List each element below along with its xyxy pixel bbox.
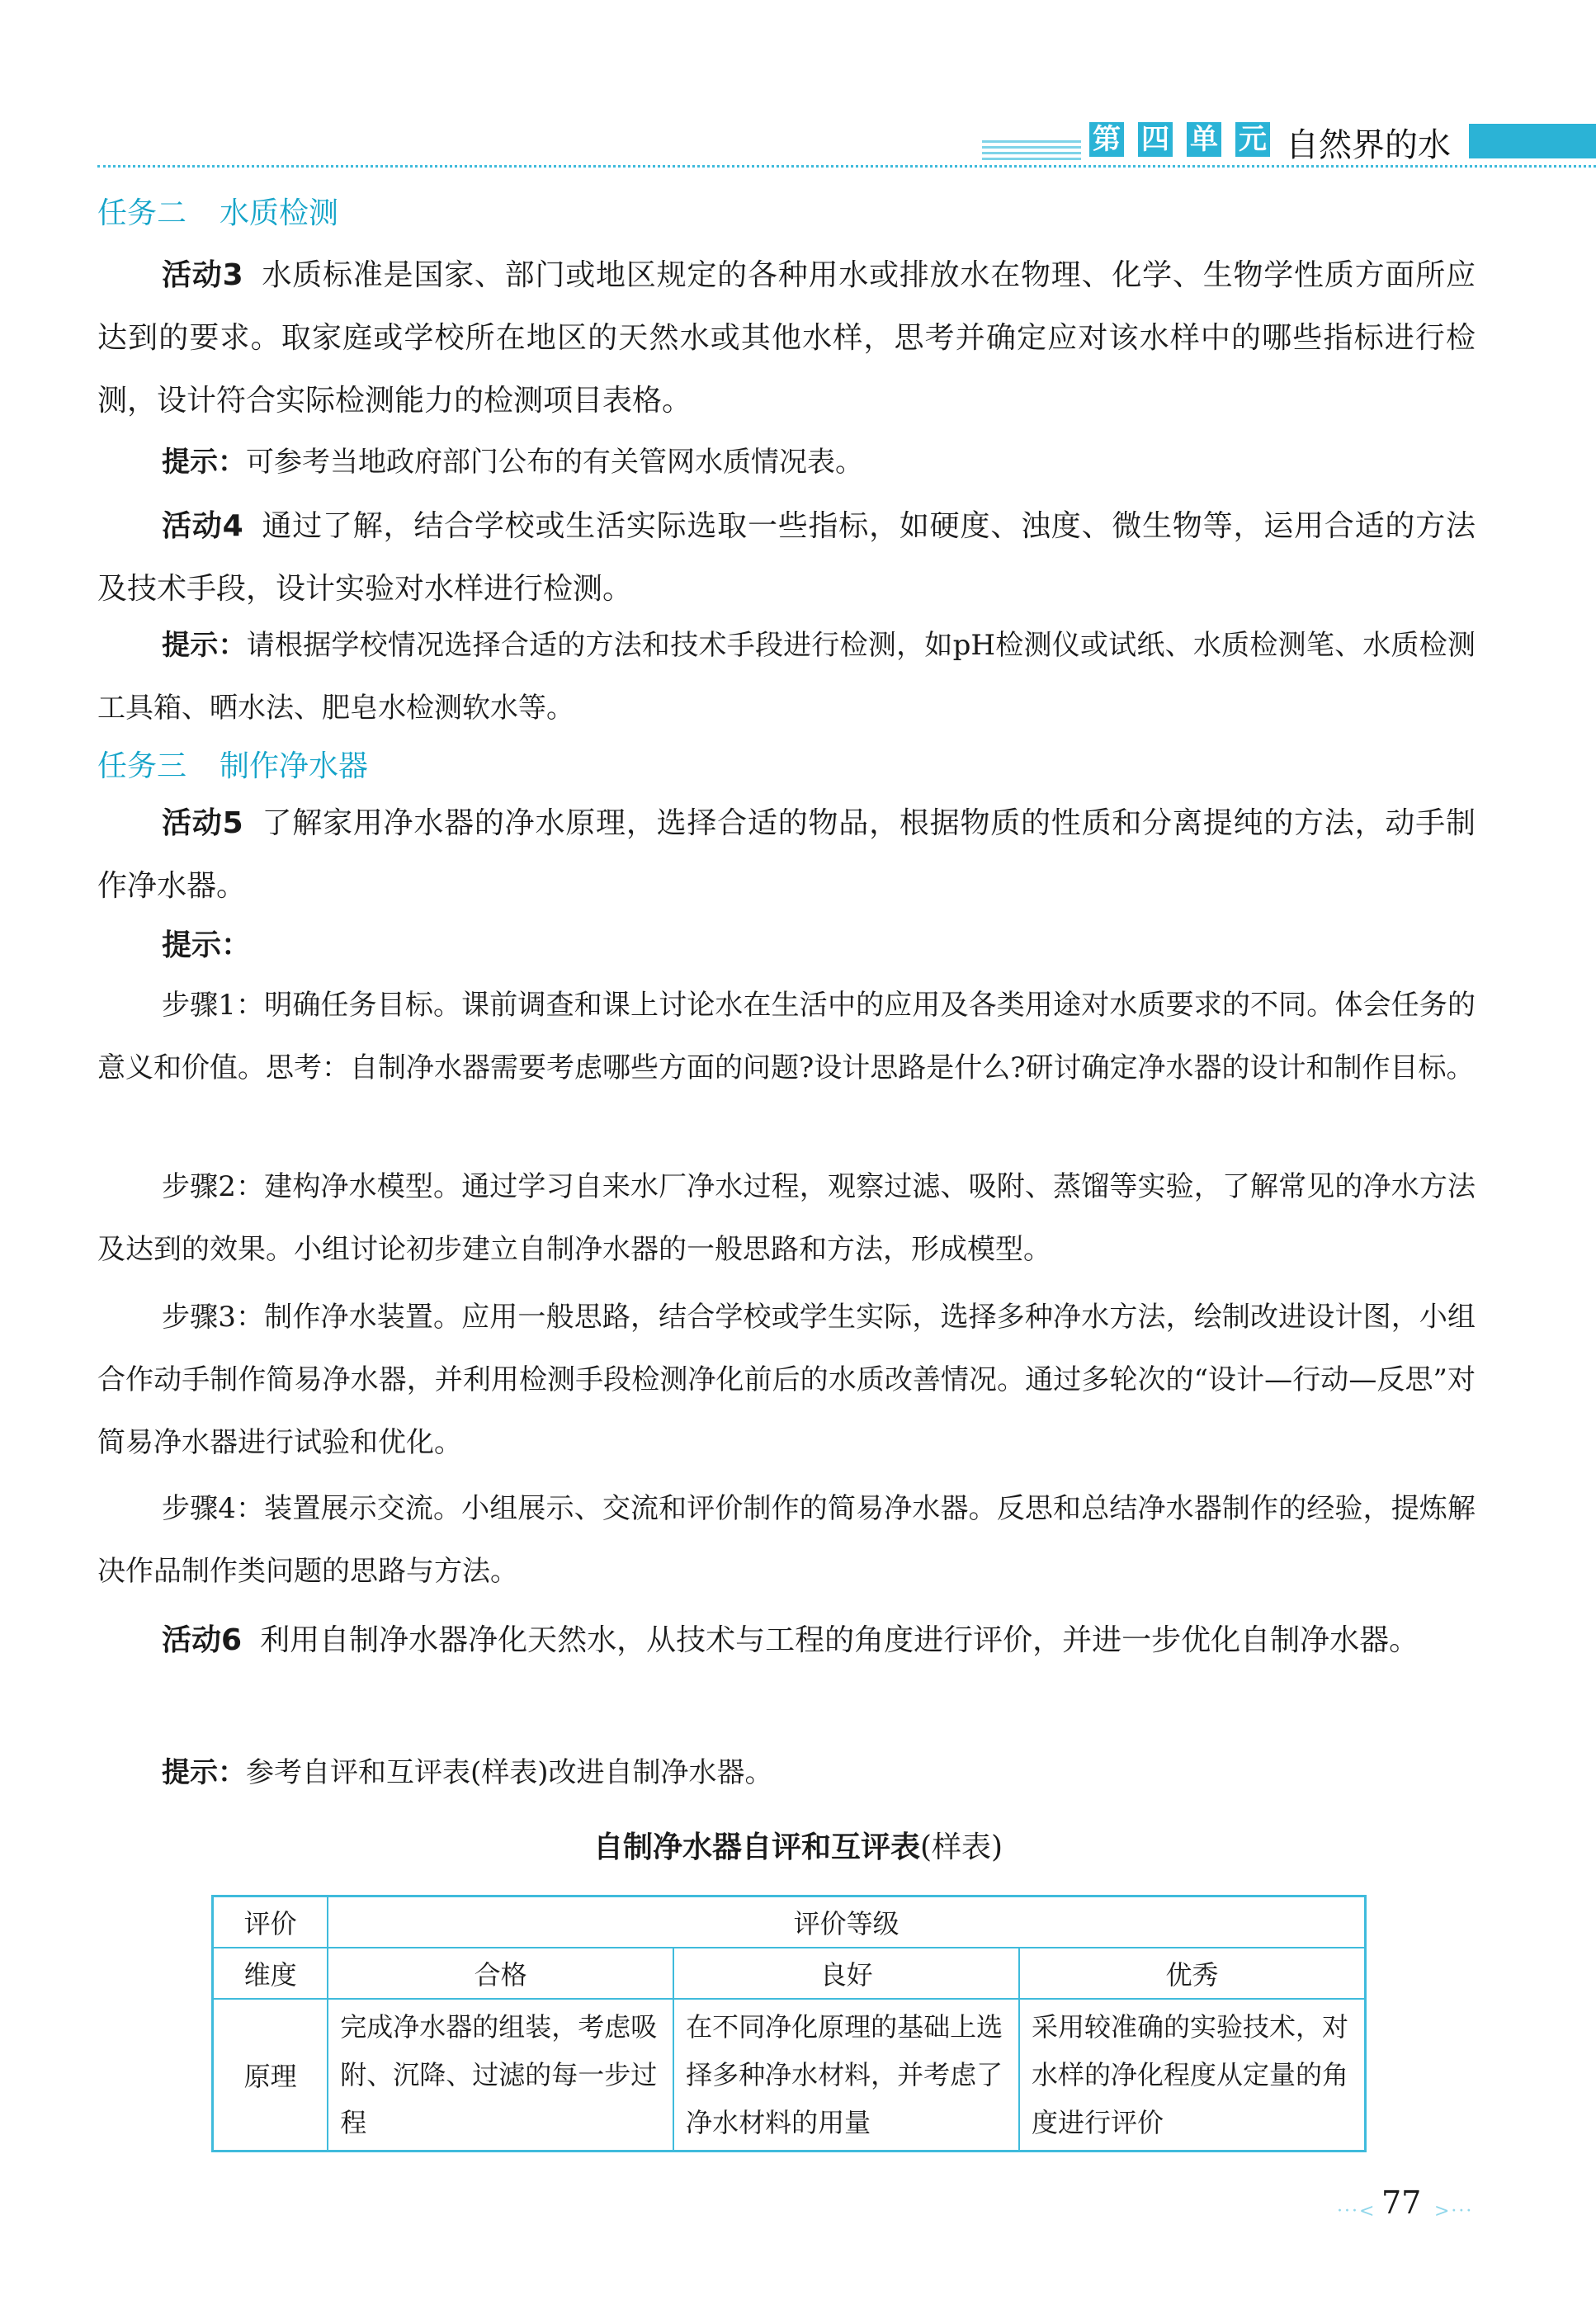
- table-row: [213, 1999, 1366, 2151]
- row-dimension: 原理: [213, 1999, 328, 2151]
- activity4-paragraph: [97, 495, 1476, 621]
- task-title: 水质检测: [220, 196, 339, 230]
- page-number-box: [1337, 2183, 1485, 2224]
- page-number-dots-left: ···<: [1337, 2201, 1376, 2222]
- hint-label: 提示：: [162, 928, 252, 962]
- hint-text: 参考自评和互评表(样表)改进自制净水器。: [246, 1756, 773, 1789]
- hint-text: 请根据学校情况选择合适的方法和技术手段进行检测，如pH检测仪或试纸、水质检测笔、水质检测工具箱、晒水法、肥皂水检测软水等。: [97, 629, 1476, 725]
- unit-title: 自然界的水: [1286, 126, 1451, 164]
- activity6-hint: [97, 1741, 1476, 1804]
- hint-text: 可参考当地政府部门公布的有关管网水质情况表。: [246, 446, 863, 479]
- dimension-header-bottom: 维度: [213, 1948, 328, 1999]
- task-title: 制作净水器: [220, 749, 369, 783]
- table-cell: 完成净水器的组装，考虑吸附、沉降、过滤的每一步过程: [328, 1999, 673, 2151]
- step-2: 步骤2：建构净水模型。通过学习自来水厂净水过程，观察过滤、吸附、蒸馏等实验，了解常见的净水方法及达到的效果。小组讨论初步建立自制净水器的一般思路和方法，形成模型。: [97, 1170, 1476, 1266]
- task2-heading: [97, 190, 338, 232]
- hint-label: 提示：: [162, 1756, 246, 1789]
- activity6-paragraph: [97, 1609, 1476, 1672]
- activity-text: 水质标准是国家、部门或地区规定的各种用水或排放水在物理、化学、生物学性质方面所应达到的要求。取家庭或学校所在地区的天然水或其他水样，思考并确定应对该水样中的哪些指标进行检测，设计符合实际检测能力的检测项目表格。: [97, 258, 1476, 418]
- activity3-hint: [97, 431, 1476, 494]
- unit-header: [974, 116, 1596, 163]
- activity-label: 活动4: [162, 509, 243, 543]
- unit-char-chip: 单: [1187, 122, 1221, 157]
- level-good: 良好: [673, 1948, 1019, 1999]
- activity4-hint: [97, 614, 1476, 739]
- hint-label: 提示：: [162, 629, 247, 662]
- activity5-paragraph: [97, 792, 1476, 918]
- table-caption-title: 自制净水器自评和互评表: [593, 1830, 920, 1864]
- table-cell: 在不同净化原理的基础上选择多种净水材料，并考虑了净水材料的用量: [673, 1999, 1019, 2151]
- page-number-dots-right: >···: [1434, 2201, 1474, 2222]
- task3-heading: [97, 743, 368, 785]
- activity-text: 通过了解，结合学校或生活实际选取一些指标，如硬度、浊度、微生物等，运用合适的方法及技术手段，设计实验对水样进行检测。: [97, 509, 1476, 606]
- unit-char-chip: 第: [1089, 122, 1124, 157]
- step-1: 步骤1：明确任务目标。课前调查和课上讨论水在生活中的应用及各类用途对水质要求的不同。体会任务的意义和价值。思考：自制净水器需要考虑哪些方面的问题?设计思路是什么?研讨确定净水器的设计和制作目标。: [97, 989, 1476, 1084]
- step-3: 步骤3：制作净水装置。应用一般思路，结合学校或学生实际，选择多种净水方法，绘制改进设计图，小组合作动手制作简易净水器，并利用检测手段检测净化前后的水质改善情况。通过多轮次的“设计—行动—反思”对简易净水器进行试验和优化。: [97, 1301, 1476, 1459]
- level-qualified: 合格: [328, 1948, 673, 1999]
- activity-label: 活动5: [162, 806, 243, 840]
- header-divider: [97, 165, 1596, 168]
- hint-label: 提示：: [162, 446, 246, 479]
- header-accent-bar: [1469, 124, 1596, 158]
- task-label: 任务三: [97, 749, 187, 783]
- evaluation-table: [211, 1895, 1367, 2152]
- task-label: 任务二: [97, 196, 187, 230]
- unit-char-chip: 元: [1235, 122, 1270, 157]
- header-stripes: [982, 140, 1081, 162]
- activity-text: 利用自制净水器净化天然水，从技术与工程的角度进行评价，并进一步优化自制净水器。: [260, 1623, 1419, 1657]
- level-excellent: 优秀: [1019, 1948, 1365, 1999]
- activity5-hint-label-line: [97, 914, 1476, 977]
- dimension-header-top: 评价: [213, 1896, 328, 1948]
- activity-label: 活动3: [162, 258, 243, 292]
- step-4: 步骤4：装置展示交流。小组展示、交流和评价制作的简易净水器。反思和总结净水器制作的经验，提炼解决作品制作类问题的思路与方法。: [97, 1492, 1476, 1588]
- unit-char-chip: 四: [1138, 122, 1173, 157]
- table-caption-suffix: (样表): [919, 1830, 1003, 1864]
- activity-label: 活动6: [162, 1623, 243, 1657]
- table-caption: [0, 1824, 1596, 1866]
- level-header: 评价等级: [328, 1896, 1365, 1948]
- activity3-paragraph: [97, 244, 1476, 432]
- activity-text: 了解家用净水器的净水原理，选择合适的物品，根据物质的性质和分离提纯的方法，动手制作净水器。: [97, 806, 1476, 903]
- table-cell: 采用较准确的实验技术，对水样的净化程度从定量的角度进行评价: [1019, 1999, 1365, 2151]
- page-number: 77: [1381, 2185, 1422, 2221]
